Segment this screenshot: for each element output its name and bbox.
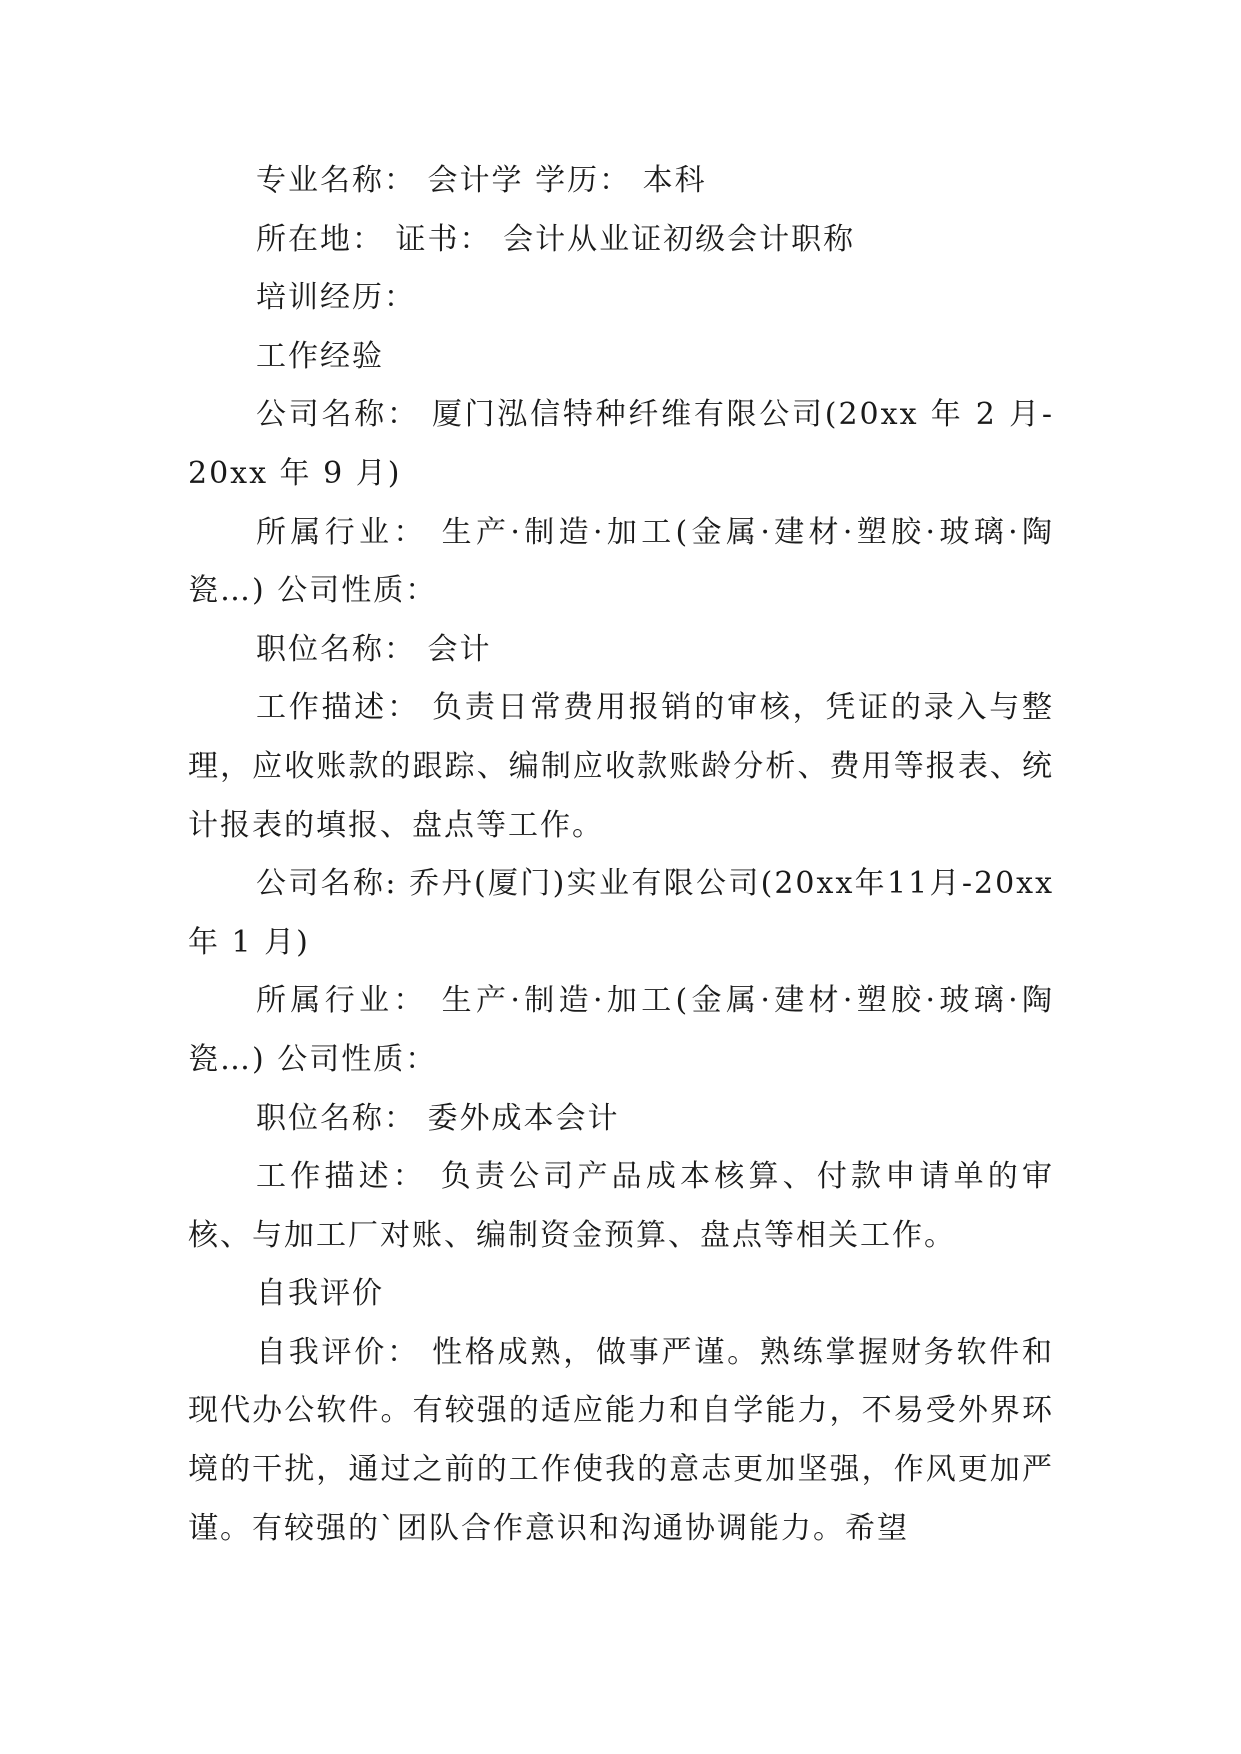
company-2-industry: 所属行业： 生产·制造·加工(金属·建材·塑胶·玻璃·陶瓷…) 公司性质： xyxy=(188,983,1054,1077)
self-evaluation-text: 自我评价： 性格成熟，做事严谨。熟练掌握财务软件和现代办公软件。有较强的适应能力和自学能力，不易受外界环境的干扰，通过之前的工作使我的意志更加坚强，作风更加严谨。有较强的`团队合作意识和沟通协调能力。希望 xyxy=(188,1334,1054,1546)
company-2-name: 公司名称: 乔丹(厦门)实业有限公司(20xx年11月-20xx年 1 月) xyxy=(188,866,1054,960)
company-1-name: 公司名称： 厦门泓信特种纤维有限公司(20xx 年 2 月-20xx 年 9 月) xyxy=(188,397,1054,491)
company-2-position: 职位名称： 委外成本会计 xyxy=(256,1100,620,1136)
self-evaluation-heading: 自我评价 xyxy=(256,1276,384,1312)
work-experience-heading: 工作经验 xyxy=(256,338,384,374)
company-2-description: 工作描述： 负责公司产品成本核算、付款申请单的审核、与加工厂对账、编制资金预算、盘点等相关工作。 xyxy=(188,1159,1054,1253)
company-1-industry: 所属行业： 生产·制造·加工(金属·建材·塑胶·玻璃·陶瓷…) 公司性质： xyxy=(188,514,1054,609)
company-1-description: 工作描述： 负责日常费用报销的审核，凭证的录入与整理，应收账款的跟踪、编制应收款账龄分析、费用等报表、统计报表的填报、盘点等工作。 xyxy=(188,690,1054,843)
training-heading: 培训经历： xyxy=(256,280,416,316)
location-certificate-line: 所在地： 证书： 会计从业证初级会计职称 xyxy=(256,221,856,257)
company-1-position: 职位名称： 会计 xyxy=(256,631,492,667)
document-body xyxy=(188,152,1054,1558)
major-education-line: 专业名称： 会计学 学历： 本科 xyxy=(256,163,707,198)
